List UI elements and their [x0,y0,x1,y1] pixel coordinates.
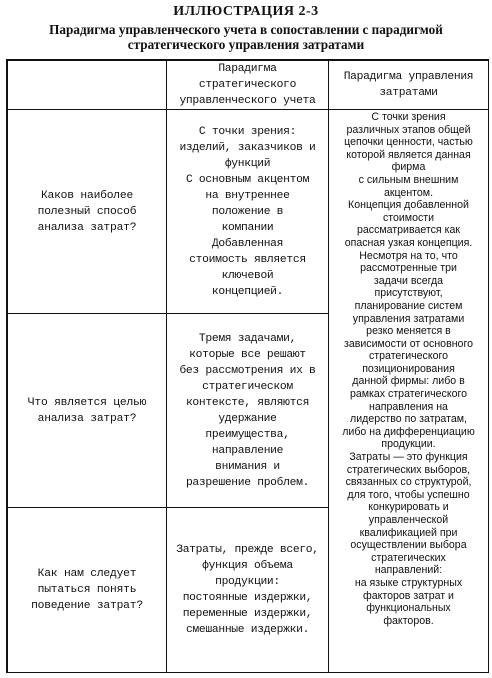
cost-management-line: акцентом. [383,186,434,199]
header-line: затратами [379,86,438,99]
cost-management-line: направления на [369,400,448,413]
question-line: анализа затрат? [37,412,137,425]
cost-management-line: данной фирмы: либо в [352,375,465,388]
answer-line: продукции: [215,575,280,588]
cost-management-line: факторов. [383,614,434,627]
cost-management-line: Концепция добавленной [348,199,469,212]
column-header-cost-management [329,60,488,109]
cost-management-line: стратегического [369,350,448,363]
header-line: Парадигма [218,62,277,75]
cost-management-line: резко меняется в [366,325,451,338]
cost-management-line: функциональных [366,602,451,615]
answer-line: внимания и [215,460,280,473]
answer-line: Добавленная [211,237,284,250]
question-line: поведение затрат? [31,599,143,612]
cost-management-line: опасная узкая концепция. [344,236,473,249]
cost-management-line: С точки зрения [371,111,446,123]
answer-line: без рассмотрения их в [179,364,316,377]
answer-line: удержание [218,412,277,425]
heading-line-1: ИЛЛЮСТРАЦИЯ 2-3 [173,4,319,19]
cost-management-line: планирование систем [354,299,463,312]
cost-management-line: рассмотренные три [360,262,457,275]
answer-line: ключевой [221,269,274,282]
answer-line: функций [224,157,271,170]
cost-management-line: квалификацией при [359,526,458,539]
cost-management-line: зависимости от основного [344,337,473,350]
cost-management-line: присутствуют, [374,287,443,300]
cost-management-line: рассматривается как [356,224,461,237]
answer-line: С основным акцентом [185,173,310,186]
cost-management-cell [329,110,488,671]
question-cell-1 [8,110,166,313]
answer-line: преимущества, [205,428,290,441]
header-line: стратегического [198,78,297,91]
heading-line-3: стратегического управления затратами [127,37,365,52]
answer-line: стратегическом [202,380,293,393]
answer-line: на внутреннее [205,189,290,202]
cost-management-line: направлений: [374,564,443,577]
cost-management-line: управления затратами [352,312,465,325]
cost-management-line: факторов затрат и [363,589,454,602]
answer-line: переменные издержки, [182,607,313,620]
answer-line: концепцией. [211,285,284,298]
answer-line: стоимость является [189,253,306,266]
question-line: Как нам следует [37,567,137,580]
cost-management-line: цепочки ценности, частью [344,136,473,149]
cost-management-line: которой является данная [346,148,471,161]
cost-management-line: фирма [391,161,426,174]
answer-line: которые все решают [189,348,306,361]
cost-management-line: лидерство по затратам, [350,413,467,426]
answer-line: функция объема [202,559,293,572]
cost-management-line: конкурировать и [368,501,449,514]
answer-cell-2 [167,314,328,507]
cost-management-line: осуществлении выбора [350,539,467,552]
question-line: Что является целью [27,396,147,409]
answer-line: смешанные издержки. [185,623,310,636]
question-line: анализа затрат? [37,221,137,234]
cost-management-line: связанных со структурой, [345,476,472,489]
answer-cell-3 [167,508,328,671]
answer-cell-1 [167,110,328,313]
cost-management-line: задачи всегда [373,274,444,287]
cost-management-line: либо на дифференциацию [342,425,475,438]
heading-line-2: Парадигма управленческого учета в сопоставлении с парадигмой [49,22,443,37]
answer-line: разрешение проблем. [185,476,310,489]
cost-management-line: стратегических [371,551,446,564]
answer-line: Затраты, прежде всего, [176,543,319,556]
cost-management-line: стоимости [382,211,435,224]
question-line: пытаться понять [37,583,137,596]
question-cell-3 [8,508,166,671]
answer-line: С точки зрения: [198,125,297,138]
cost-management-line: Затраты — это функция [349,451,468,464]
cost-management-line: для того, чтобы успешно [347,488,470,501]
cost-management-line: стратегических выборов, [346,463,471,476]
cost-management-line: продукции. [381,438,436,451]
answer-line: Тремя задачами, [198,332,297,345]
answer-line: положение в [211,205,284,218]
cost-management-line: позиционирования [362,362,455,375]
header-line: управленческого учета [179,94,316,107]
header-line: Парадигма управления [343,70,474,83]
column-header-management-accounting [167,60,328,109]
question-line: Каков наиболее [40,189,134,202]
cost-management-line: Несмотря на то, что [359,249,458,262]
cost-management-line: различных этапов общей [346,123,471,136]
cost-management-line: на языке структурных [354,576,463,589]
cost-management-line: рамках стратегического [349,388,468,401]
table-border-bottom [6,672,489,674]
comparison-table [6,59,489,673]
cost-management-line: управленческой [368,514,449,526]
answer-line: изделий, заказчиков и [179,141,316,154]
answer-line: направление [211,444,284,457]
question-line: полезный способ [37,205,137,218]
question-cell-2 [8,314,166,507]
cost-management-line: с сильным внешним [358,173,459,186]
answer-line: контексте, являются [185,396,310,409]
answer-line: компании [221,221,274,234]
answer-line: постоянные издержки, [182,591,313,604]
